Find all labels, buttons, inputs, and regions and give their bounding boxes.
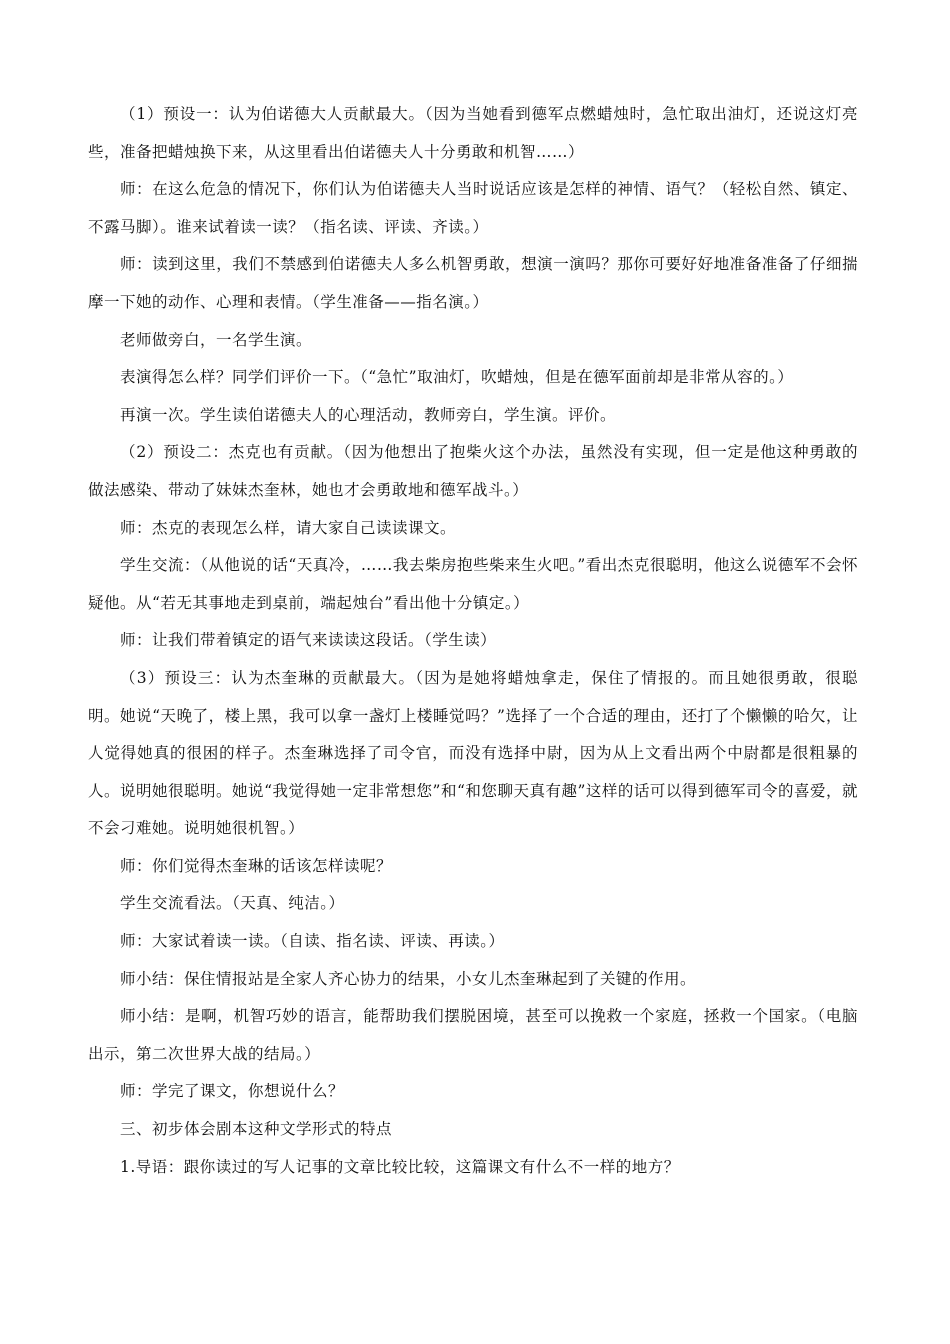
paragraph-performance-review: 表演得怎么样？同学们评价一下。（“急忙”取油灯，吹蜡烛，但是在德军面前却是非常从容的。）: [120, 368, 794, 387]
paragraph-teacher-summary-1: 师小结：保住情报站是全家人齐心协力的结果，小女儿杰奎琳起到了关键的作用。: [120, 969, 697, 988]
paragraph-student-discussion-jack: 学生交流：（从他说的话“天真冷，……我去柴房抱些柴来生火吧。”看出杰克很聪明，他这么说德军不会怀疑他。从“若无其事地走到桌前，端起烛台”看出他十分镇定。）: [88, 556, 858, 612]
paragraph-teacher-try-reading: 师：大家试着读一读。（自读、指名读、评读、再读。）: [120, 932, 505, 951]
paragraph-presupposition-3: （3）预设三：认为杰奎琳的贡献最大。（因为是她将蜡烛拿走，保住了情报的。而且她很勇敢，很聪明。她说“天晚了，楼上黑，我可以拿一盏灯上楼睡觉吗？”选择了一个合适的理由，还打了个懒懒的哈欠，让人觉得她真的很困的样子。杰奎琳选择了司令官，而没有选择中尉，因为从上文看出两个中尉都是很粗暴的人。说明她很聪明。她说“我觉得她一定非常想您”和“和您聊天真有趣”这样的话可以得到德军司令的喜爱，就不会刁难她。说明她很机智。）: [88, 668, 858, 838]
section-heading-script-features: 三、初步体会剧本这种文学形式的特点: [120, 1120, 393, 1139]
paragraph-teacher-read-calmly: 师：让我们带着镇定的语气来读读这段话。（学生读）: [120, 631, 497, 650]
paragraph-teacher-jacqueline-question: 师：你们觉得杰奎琳的话该怎样读呢？: [120, 856, 393, 875]
paragraph-presupposition-2: （2）预设二：杰克也有贡献。（因为他想出了抱柴火这个办法，虽然没有实现，但一定是他这种勇敢的做法感染、带动了妹妹杰奎林，她也才会勇敢地和德军战斗。）: [88, 443, 858, 499]
paragraph-lead-in-question: 1.导语：跟你读过的写人记事的文章比较比较，这篇课文有什么不一样的地方？: [120, 1157, 680, 1176]
paragraph-narration-setup: 老师做旁白，一名学生演。: [120, 330, 313, 349]
paragraph-student-views: 学生交流看法。（天真、纯洁。）: [120, 894, 345, 913]
paragraph-teacher-act-prompt: 师：读到这里，我们不禁感到伯诺德夫人多么机智勇敢，想演一演吗？那你可要好好地准备准备了仔细揣摩一下她的动作、心理和表情。（学生准备——指名演。）: [88, 255, 858, 311]
paragraph-presupposition-1: （1）预设一：认为伯诺德大人贡献最大。（因为当她看到德军点燃蜡烛时，急忙取出油灯，还说这灯亮些，准备把蜡烛换下来，从这里看出伯诺德夫人十分勇敢和机智……）: [88, 105, 858, 161]
paragraph-teacher-jack-question: 师：杰克的表现怎么样，请大家自己读读课文。: [120, 518, 457, 537]
paragraph-teacher-summary-2: 师小结：是啊，机智巧妙的语言，能帮助我们摆脱困境，甚至可以挽救一个家庭，拯救一个国家。（电脑出示，第二次世界大战的结局。）: [88, 1007, 858, 1063]
document-body: [88, 96, 858, 1186]
paragraph-teacher-tone-question: 师：在这么危急的情况下，你们认为伯诺德夫人当时说话应该是怎样的神情、语气？（轻松自然、镇定、不露马脚）。谁来试着读一读？（指名读、评读、齐读。）: [88, 180, 858, 236]
paragraph-second-performance: 再演一次。学生读伯诺德夫人的心理活动，教师旁白，学生演。评价。: [120, 405, 617, 424]
paragraph-teacher-reflection: 师：学完了课文，你想说什么？: [120, 1082, 345, 1101]
